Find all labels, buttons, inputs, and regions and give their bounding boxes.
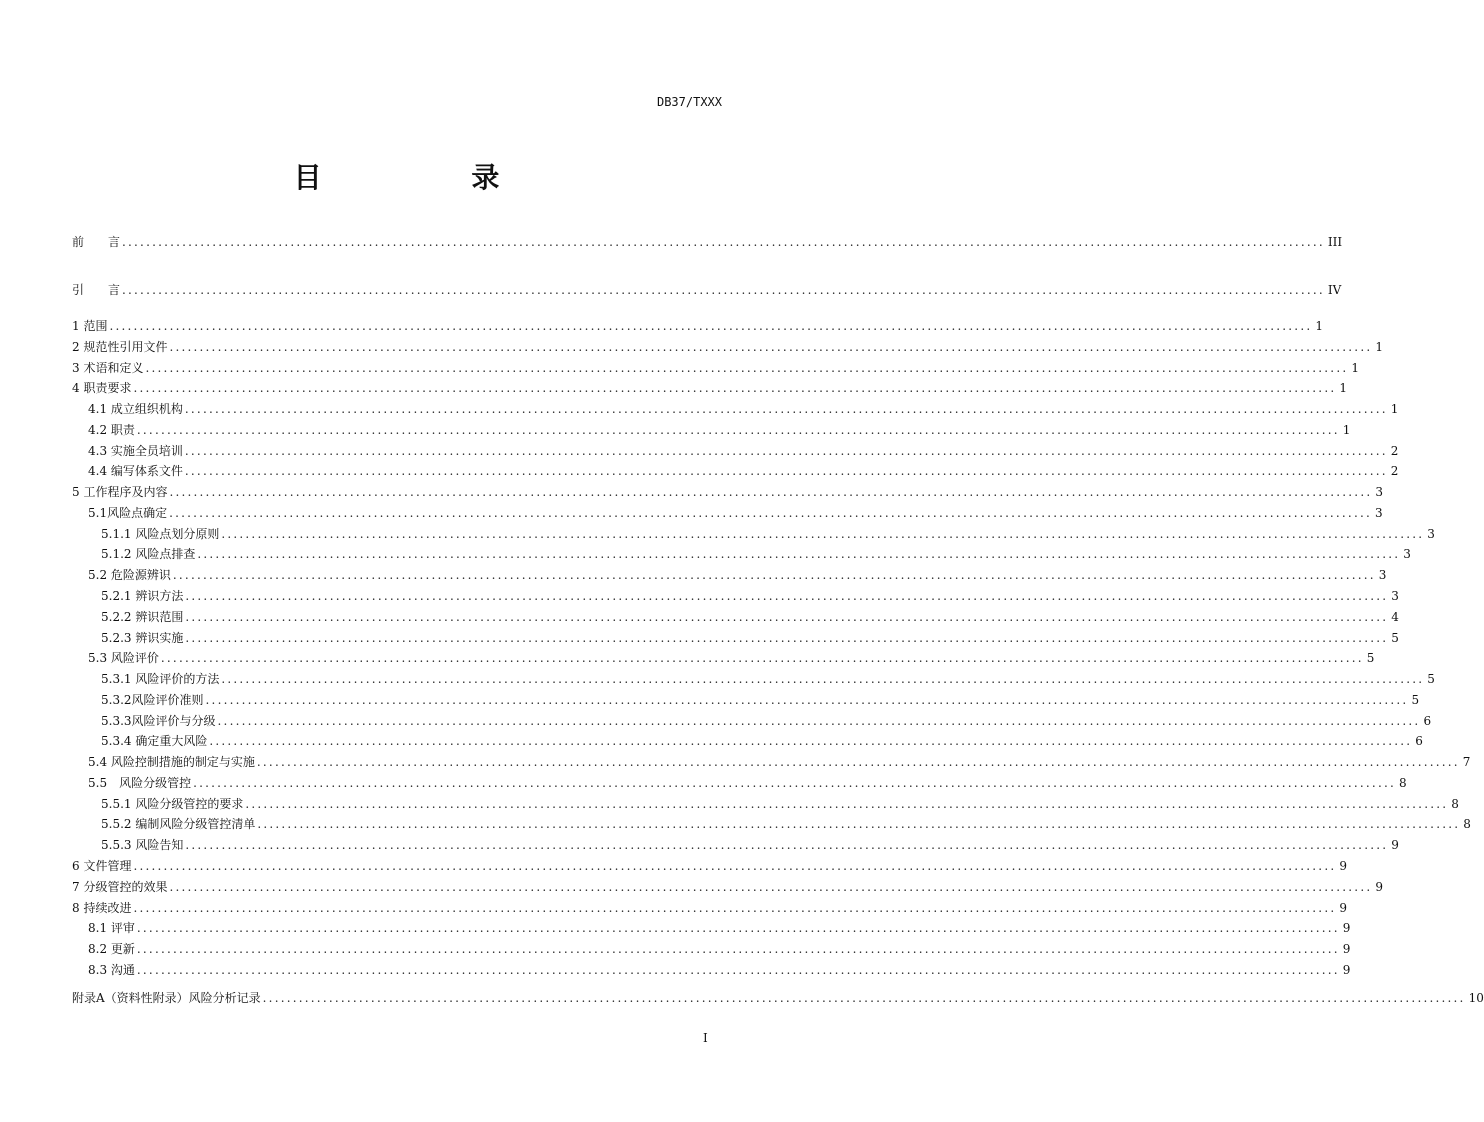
toc-entry-title: 前 言 — [72, 235, 121, 249]
toc-entry-title: 4.2 职责 — [88, 422, 135, 437]
toc-entry-page: 4 — [1391, 609, 1399, 624]
toc-entry-title: 5.2.1 辨识方法 — [101, 589, 184, 603]
dot-leader: ........................................................................................................................................................................................................ — [109, 319, 1313, 333]
toc-entry[interactable] — [72, 879, 1383, 895]
toc-entry[interactable] — [101, 609, 1399, 625]
toc-entry[interactable] — [88, 505, 1383, 521]
toc-entry-title: 5.5 风险分级管控 — [88, 775, 192, 790]
toc-entry[interactable] — [101, 588, 1399, 604]
toc-entry-page: 3 — [1374, 505, 1383, 520]
toc-entry-page: 7 — [1462, 755, 1471, 770]
dot-leader: ........................................................................................................................................................................................................ — [185, 609, 1389, 624]
toc-entry-page: 10 — [1468, 991, 1484, 1005]
toc-entry[interactable] — [88, 567, 1387, 583]
toc-entry-page: 9 — [1391, 838, 1399, 853]
dot-leader: ........................................................................................................................................................................................................ — [184, 443, 1388, 458]
toc-entry-page: 1 — [1315, 319, 1323, 333]
dot-leader: ........................................................................................................................................................................................................ — [160, 651, 1364, 666]
dot-leader: ........................................................................................................................................................................................................ — [169, 879, 1373, 894]
toc-entry[interactable] — [88, 422, 1351, 438]
toc-entry[interactable] — [101, 526, 1435, 542]
toc-entry[interactable] — [88, 941, 1351, 957]
dot-leader: ........................................................................................................................................................................................................ — [122, 283, 1325, 297]
page-number: I — [703, 1031, 708, 1045]
dot-leader: ........................................................................................................................................................................................................ — [136, 422, 1340, 437]
toc-entry[interactable] — [101, 692, 1420, 708]
toc-entry[interactable] — [101, 630, 1399, 646]
toc-entry-page: 1 — [1342, 422, 1351, 437]
toc-entry[interactable] — [101, 796, 1459, 812]
dot-leader: ........................................................................................................................................................................................................ — [221, 672, 1425, 687]
toc-entry-title: 5.1.1 风险点划分原则 — [101, 526, 220, 541]
toc-entry-page: 9 — [1339, 859, 1347, 874]
toc-entry-page: IV — [1327, 283, 1342, 297]
dot-leader: ........................................................................................................................................................................................................ — [122, 235, 1325, 249]
toc-entry-title: 4 职责要求 — [72, 381, 132, 396]
toc-entry-page: 9 — [1339, 900, 1347, 915]
toc-entry-page: 9 — [1342, 962, 1351, 977]
toc-entry-page: 2 — [1390, 443, 1399, 458]
toc-entry-title: 1 范围 — [72, 319, 108, 333]
toc-entry[interactable] — [88, 463, 1399, 479]
toc-entry-page: III — [1327, 235, 1343, 249]
toc-entry[interactable] — [88, 401, 1399, 417]
toc-entry-title: 6 文件管理 — [72, 859, 132, 874]
toc-entry[interactable] — [88, 962, 1351, 978]
dot-leader: ........................................................................................................................................................................................................ — [256, 755, 1460, 770]
dot-leader: ........................................................................................................................................................................................................ — [209, 734, 1413, 749]
toc-entry-title: 3 术语和定义 — [72, 360, 144, 375]
toc-entry-page: 8 — [1451, 796, 1459, 811]
dot-leader: ........................................................................................................................................................................................................ — [245, 796, 1449, 811]
toc-entry-title: 5.5.1 风险分级管控的要求 — [101, 796, 244, 811]
toc-entry-title: 5.5.2 编制风险分级管控清单 — [101, 817, 256, 832]
toc-entry-title: 5.5.3 风险告知 — [101, 838, 184, 853]
toc-entry[interactable] — [101, 546, 1411, 562]
dot-leader: ........................................................................................................................................................................................................ — [145, 360, 1349, 375]
toc-entry-title: 5.1.2 风险点排查 — [101, 547, 196, 562]
toc-entry[interactable] — [101, 733, 1423, 749]
dot-leader: ........................................................................................................................................................................................................ — [136, 921, 1340, 936]
toc-entry-page: 3 — [1375, 485, 1383, 500]
toc-entry-page: 1 — [1339, 381, 1347, 396]
toc-entry[interactable] — [72, 282, 1342, 298]
dot-leader: ........................................................................................................................................................................................................ — [133, 900, 1337, 915]
toc-entry-title: 8.1 评审 — [88, 921, 135, 936]
toc-entry[interactable] — [101, 713, 1432, 729]
toc-entry-title: 4.4 编写体系文件 — [88, 464, 183, 479]
toc-entry-title: 2 规范性引用文件 — [72, 339, 168, 354]
dot-leader: ........................................................................................................................................................................................................ — [197, 547, 1401, 562]
toc-entry[interactable] — [72, 380, 1347, 396]
toc-entry[interactable] — [72, 990, 1484, 1006]
toc-entry-title: 4.3 实施全员培训 — [88, 443, 183, 458]
toc-entry-title: 5.1风险点确定 — [88, 505, 168, 520]
toc-entry[interactable] — [72, 900, 1347, 916]
dot-leader: ........................................................................................................................................................................................................ — [262, 991, 1466, 1005]
toc-entry-page: 1 — [1351, 360, 1359, 375]
toc-entry-title: 7 分级管控的效果 — [72, 879, 168, 894]
toc-entry-title: 4.1 成立组织机构 — [88, 402, 183, 417]
toc-entry[interactable] — [101, 671, 1435, 687]
toc-entry-page: 6 — [1415, 734, 1423, 749]
dot-leader: ........................................................................................................................................................................................................ — [185, 589, 1389, 603]
toc-entry-page: 5 — [1411, 692, 1420, 707]
toc-entry-title: 5.2 危险源辨识 — [88, 568, 171, 583]
toc-entry-page: 3 — [1378, 568, 1387, 583]
toc-entry-page: 3 — [1391, 589, 1399, 603]
toc-entry-title: 5.3.1 风险评价的方法 — [101, 672, 220, 687]
toc-entry[interactable] — [88, 775, 1407, 791]
page-title: 目 录 — [293, 161, 570, 194]
toc-entry-title: 5.3.3风险评价与分级 — [101, 713, 216, 728]
dot-leader: ........................................................................................................................................................................................................ — [172, 568, 1376, 583]
toc-entry-title: 5.3.2风险评价准则 — [101, 692, 204, 707]
dot-leader: ........................................................................................................................................................................................................ — [169, 485, 1373, 500]
toc-entry-title: 5.3 风险评价 — [88, 651, 159, 666]
toc-entry-page: 8 — [1463, 817, 1471, 832]
dot-leader: ........................................................................................................................................................................................................ — [136, 942, 1340, 957]
toc-entry-page: 3 — [1403, 547, 1411, 562]
dot-leader: ........................................................................................................................................................................................................ — [185, 838, 1389, 853]
toc-entry-page: 5 — [1366, 651, 1375, 666]
toc-entry-page: 9 — [1342, 942, 1351, 957]
toc-entry-title: 8.3 沟通 — [88, 962, 135, 977]
toc-entry-page: 9 — [1375, 879, 1383, 894]
toc-entry-page: 5 — [1391, 630, 1399, 645]
toc-entry[interactable] — [88, 754, 1471, 770]
dot-leader: ........................................................................................................................................................................................................ — [133, 381, 1337, 396]
dot-leader: ........................................................................................................................................................................................................ — [169, 339, 1373, 354]
toc-entry[interactable] — [101, 837, 1399, 853]
toc-entry-title: 8.2 更新 — [88, 942, 135, 957]
toc-entry[interactable] — [72, 234, 1343, 250]
toc-entry-page: 3 — [1427, 526, 1435, 541]
toc-entry[interactable] — [101, 816, 1471, 832]
toc-entry[interactable] — [72, 858, 1347, 874]
toc-entry-title: 5.2.2 辨识范围 — [101, 609, 184, 624]
toc-entry-title: 5 工作程序及内容 — [72, 485, 168, 500]
toc-entry-page: 2 — [1390, 464, 1399, 479]
toc-entry-title: 5.3.4 确定重大风险 — [101, 734, 208, 749]
dot-leader: ........................................................................................................................................................................................................ — [217, 713, 1421, 728]
dot-leader: ........................................................................................................................................................................................................ — [185, 630, 1389, 645]
dot-leader: ........................................................................................................................................................................................................ — [184, 402, 1388, 417]
toc-entry[interactable] — [72, 339, 1383, 355]
toc-entry-title: 8 持续改进 — [72, 900, 132, 915]
toc-entry[interactable] — [72, 360, 1359, 376]
toc-entry-title: 引 言 — [72, 283, 121, 297]
dot-leader: ........................................................................................................................................................................................................ — [257, 817, 1461, 832]
dot-leader: ........................................................................................................................................................................................................ — [184, 464, 1388, 479]
dot-leader: ........................................................................................................................................................................................................ — [136, 962, 1340, 977]
toc-entry-title: 5.2.3 辨识实施 — [101, 630, 184, 645]
toc-entry[interactable] — [72, 484, 1383, 500]
dot-leader: ........................................................................................................................................................................................................ — [133, 859, 1337, 874]
toc-entry[interactable] — [88, 650, 1375, 666]
toc-entry-page: 5 — [1427, 672, 1435, 687]
toc-entry-page: 9 — [1342, 921, 1351, 936]
dot-leader: ........................................................................................................................................................................................................ — [193, 775, 1396, 790]
dot-leader: ........................................................................................................................................................................................................ — [169, 505, 1372, 520]
dot-leader: ........................................................................................................................................................................................................ — [205, 692, 1409, 707]
toc-entry[interactable] — [88, 443, 1399, 459]
toc-entry-title: 5.4 风险控制措施的制定与实施 — [88, 755, 255, 770]
toc-entry-title: 附录A（资料性附录）风险分析记录 — [72, 991, 261, 1005]
dot-leader: ........................................................................................................................................................................................................ — [221, 526, 1425, 541]
toc-entry[interactable] — [88, 920, 1351, 936]
toc-entry-page: 6 — [1423, 713, 1432, 728]
toc-entry-page: 1 — [1375, 339, 1383, 354]
toc-entry[interactable] — [72, 318, 1323, 334]
toc-entry-page: 8 — [1398, 775, 1407, 790]
document-code: DB37/TXXX — [656, 95, 722, 109]
toc-entry-page: 1 — [1390, 402, 1399, 417]
